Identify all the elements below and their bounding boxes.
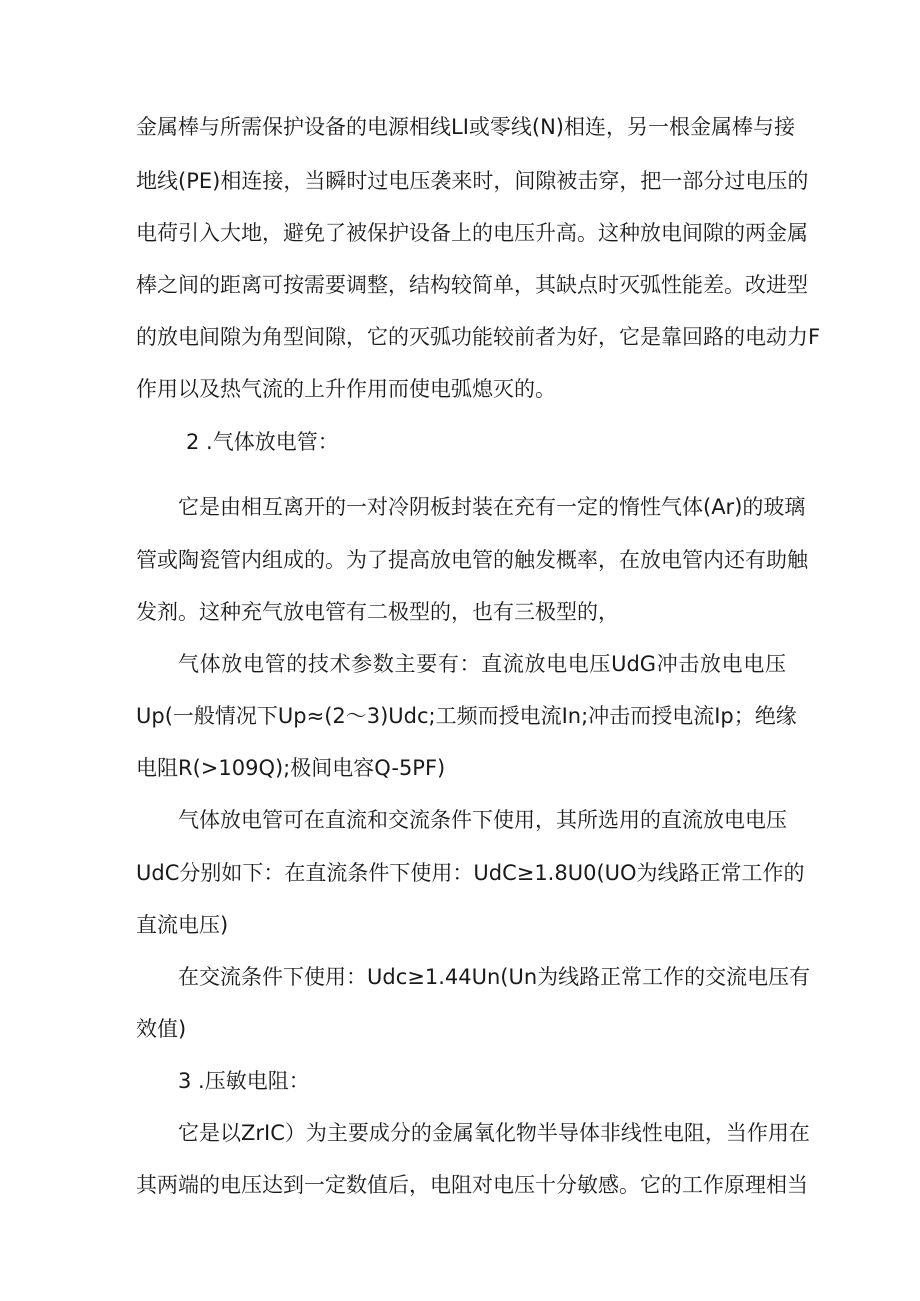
paragraph-line: 棒之间的距离可按需要调整，结构较简单，其缺点时灭弧性能差。改进型 (136, 273, 808, 297)
paragraph-line: 金属棒与所需保护设备的电源相线LI或零线(N)相连，另一根金属棒与接 (136, 115, 795, 139)
paragraph-line: 电阻R(>109Q);极间电容Q-5PF) (136, 756, 446, 780)
paragraph-line: 气体放电管的技术参数主要有：直流放电电压UdG冲击放电电压 (178, 652, 786, 676)
paragraph-line: 地线(PE)相连接，当瞬时过电压袭来时，间隙被击穿，把一部分过电压的 (136, 169, 809, 193)
paragraph-line: 直流电压) (136, 913, 229, 937)
paragraph-line: 它是由相互离开的一对冷阴板封装在充有一定的惰性气体(Ar)的玻璃 (178, 495, 806, 519)
paragraph-line: UdC分别如下：在直流条件下使用：UdC≥1.8U0(UO为线路正常工作的 (136, 861, 805, 885)
section-heading: 2 .气体放电管： (186, 430, 339, 454)
section-heading: 3 .压敏电阻： (178, 1069, 310, 1093)
paragraph-line: 在交流条件下使用：Udc≥1.44Un(Un为线路正常工作的交流电压有 (178, 965, 811, 989)
paragraph-line: 其两端的电压达到一定数值后，电阻对电压十分敏感。它的工作原理相当 (136, 1173, 808, 1197)
paragraph-line: 电荷引入大地，避免了被保护设备上的电压升高。这种放电间隙的两金属 (136, 221, 808, 245)
paragraph-line: 管或陶瓷管内组成的。为了提高放电管的触发概率，在放电管内还有助触 (136, 548, 808, 572)
paragraph-line: 的放电间隙为角型间隙，它的灭弧功能较前者为好，它是靠回路的电动力F (136, 325, 821, 349)
paragraph-line: 发剂。这种充气放电管有二极型的，也有三极型的， (136, 600, 619, 624)
paragraph-line: 作用以及热气流的上升作用而使电弧熄灭的。 (136, 377, 556, 401)
paragraph-line: 效值) (136, 1017, 187, 1041)
paragraph-line: 它是以ZrIC）为主要成分的金属氧化物半导体非线性电阻，当作用在 (178, 1121, 810, 1145)
paragraph-line: 气体放电管可在直流和交流条件下使用，其所选用的直流放电电压 (178, 808, 787, 832)
paragraph-line: Up(一般情况下Up≈(2～3)Udc;工频而授电流In;冲击而授电流Ip；绝缘 (136, 704, 797, 728)
